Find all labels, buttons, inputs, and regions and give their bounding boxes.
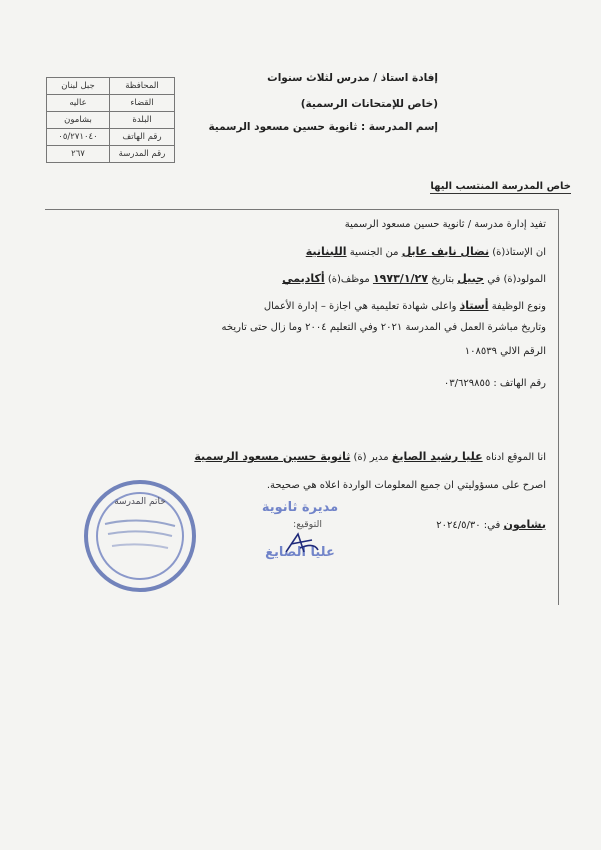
employee-type: أكاديمي [282,272,325,285]
declaration-line: اصرح على مسؤوليتي ان جميع المعلومات الواردة اعلاه هي صحيحة. [266,480,546,491]
document-subtitle: (خاص للإمتحانات الرسمية) [300,98,438,110]
signatory-line [194,450,546,463]
director-stamp-line1: مديرة ثانوية [261,500,339,515]
info-value: ٠٥/٢٧١٠٤٠ [47,129,110,146]
section-title: خاص المدرسة المنتسب اليها [430,181,571,192]
info-row [47,78,175,95]
school-name-line: إسم المدرسة : ثانوية حسين مسعود الرسمية [208,121,438,133]
info-row [47,129,175,146]
start-date-line: وتاريخ مباشرة العمل في المدرسة ٢٠٢١ وفي التعليم ٢٠٠٤ وما زال حتى تاريخه [221,322,546,333]
teacher-prefix: ان الإستاذ(ة) [492,247,546,258]
signature-label: التوقيع: [293,519,322,530]
info-key: رقم الهاتف [110,129,175,146]
degree-text: واعلى شهادة تعليمية هي اجازة – إدارة الأعمال [263,301,457,312]
info-row [47,112,175,129]
job-title: أستاذ [459,299,489,312]
director-stamp-line2: عليا الصايغ [265,545,335,560]
teacher-name: نضال نايف عابل [401,245,490,258]
signatory-school: ثانوية حسين مسعود الرسمية [194,450,351,463]
signatory-prefix: انا الموقع ادناه [485,452,546,463]
birth-place: جبيل [457,272,485,285]
info-row [47,146,175,163]
info-row [47,95,175,112]
info-value: بشامون [47,112,110,129]
info-key: المحافظة [110,78,175,95]
info-value: ٢٦٧ [47,146,110,163]
administration-line: تفيد إدارة مدرسة / ثانوية حسين مسعود الرسمية [344,219,546,230]
signatory-name: عليا رشيد الصايغ [391,450,483,463]
birth-date: ١٩٧٣/١/٢٧ [372,272,428,285]
employee-label: موظف(ة) [327,274,370,285]
birth-prefix: المولود(ة) في [487,274,546,285]
place-name: بشامون [503,518,546,531]
birth-line [282,272,546,285]
automatic-number-line: الرقم الالي ١٠٨٥٣٩ [464,346,546,357]
nationality-label: من الجنسية [349,247,399,258]
place-date-line [436,518,546,531]
info-key: البلدة [110,112,175,129]
teacher-line [306,245,546,258]
date-text: في: ٢٠٢٤/٥/٣٠ [436,520,501,531]
director-label: مدير (ة) [353,452,389,463]
info-key: رقم المدرسة [110,146,175,163]
document-title: إفادة استاذ / مدرس لثلاث سنوات [267,72,438,84]
job-prefix: ونوع الوظيفة [491,301,546,312]
info-value: جبل لبنان [47,78,110,95]
school-info-table [46,77,175,163]
stamp-scribble [100,512,180,562]
nationality-value: اللبنانية [305,245,347,258]
info-value: عاليه [47,95,110,112]
info-key: القضاء [110,95,175,112]
phone-line: رقم الهاتف : ٠٣/٦٢٩٨٥٥ [443,378,546,389]
handwritten-signature [282,532,322,556]
school-stamp-label: خاتم المدرسة [114,497,166,507]
job-line [264,299,546,312]
birth-date-label: بتاريخ [431,274,455,285]
